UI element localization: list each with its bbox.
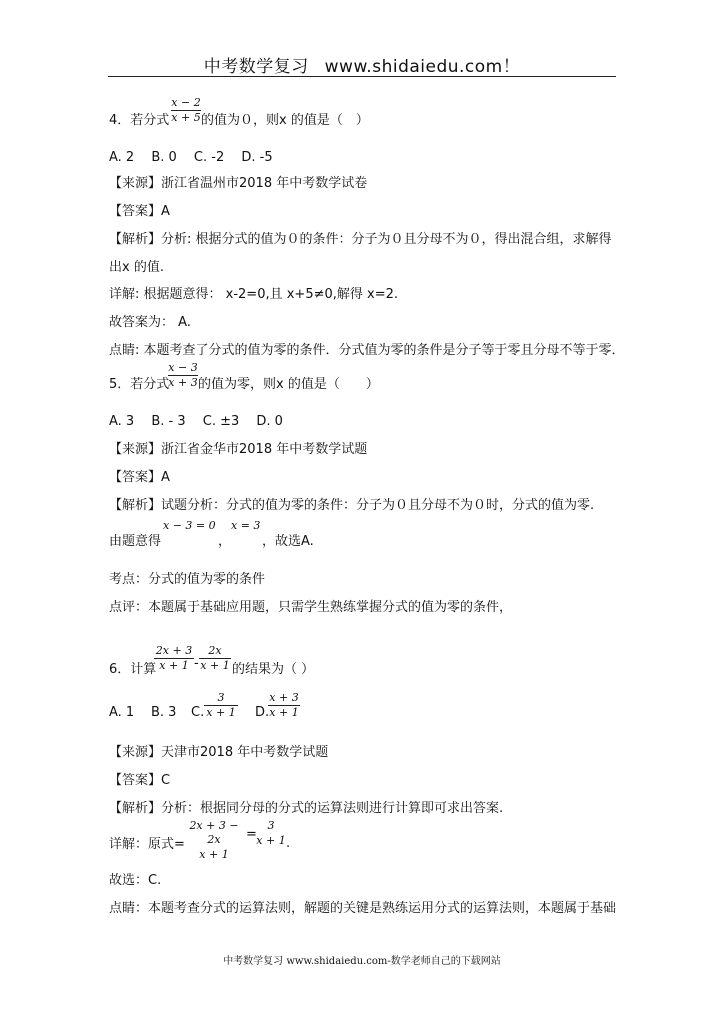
q6-option-d-fraction	[268, 692, 300, 719]
q6-d1-denominator: x + 1	[199, 848, 229, 861]
q6-opt-c-denominator: x + 1	[206, 706, 236, 719]
q4-final: 故答案为： A.	[109, 315, 191, 330]
q6-option-d: D.	[255, 705, 270, 720]
q6-final: 故选：C.	[109, 873, 162, 888]
q6-f1-numerator: 2x + 3	[155, 644, 193, 657]
q6-option-c-fraction	[204, 692, 238, 719]
q5-given-prefix: 由题意得	[109, 534, 162, 549]
q6-option-a: A. 1	[109, 705, 135, 720]
q6-prefix: 6．计算	[109, 662, 157, 677]
q6-d2-numerator: 3	[267, 819, 275, 832]
q4-detail: 详解: 根据题意得： x-2=0,且 x+5≠0,解得 x=2.	[109, 287, 399, 302]
q4-analysis-line1: 【解析】分析: 根据分式的值为０的条件：分子为０且分母不为０，得出混合组，求解得	[109, 232, 612, 247]
header-title: 中考数学复习	[203, 57, 309, 77]
q4-source: 【来源】浙江省温州市2018 年中考数学试卷	[109, 176, 368, 191]
q5-answer: 【答案】A	[109, 470, 170, 485]
q4-fraction	[171, 97, 201, 124]
q5-frac-numerator: x − 3	[168, 361, 198, 374]
q4-comment: 点睛: 本题考查了分式的值为零的条件．分式值为零的条件是分子等于零且分母不等于零．	[109, 343, 625, 358]
q6-d2-denominator: x + 1	[256, 834, 286, 847]
q4-frac-denominator: x + 5	[171, 111, 201, 124]
q6-detail-dot: .	[286, 836, 291, 851]
header-rule	[108, 76, 616, 77]
q6-fraction-2	[199, 645, 231, 672]
q6-analysis: 【解析】分析：根据同分母的分式的运算法则进行计算即可求出答案.	[109, 801, 504, 816]
q5-eq2: x = 3	[231, 519, 261, 532]
q6-opt-d-numerator: x + 3	[269, 691, 299, 704]
header-url: www.shidaiedu.com！	[324, 57, 521, 77]
q6-detail-equals: =	[246, 827, 257, 842]
q5-suffix: 的值为零，则x 的值是（ ）	[198, 377, 379, 392]
q4-suffix: 的值为０，则x 的值是（ ）	[201, 113, 369, 128]
q6-f2-numerator: 2x	[208, 644, 222, 657]
q4-answer: 【答案】A	[109, 204, 170, 219]
q5-frac-denominator: x + 3	[168, 376, 198, 389]
q6-minus: -	[194, 656, 199, 671]
q5-fraction	[168, 362, 198, 389]
q5-given-suffix: ，故选A.	[262, 534, 314, 549]
q5-source: 【来源】浙江省金华市2018 年中考数学试题	[109, 442, 368, 457]
q6-answer: 【答案】C	[109, 773, 171, 788]
q6-detail-prefix: 详解：原式=	[109, 837, 185, 852]
q5-prefix: 5．若分式	[109, 377, 170, 392]
q5-review: 点评：本题属于基础应用题，只需学生熟练掌握分式的值为零的条件，	[109, 600, 513, 615]
q4-analysis-line2: 出x 的值.	[109, 260, 164, 275]
q6-detail-fraction-1	[184, 819, 244, 862]
q6-opt-d-denominator: x + 1	[269, 706, 299, 719]
q4-options: A. 2 B. 0 C. -2 D. -5	[109, 150, 273, 165]
q6-suffix: 的结果为（ ）	[232, 662, 315, 677]
q4-frac-numerator: x − 2	[171, 96, 201, 109]
q5-sep: ，	[218, 534, 232, 549]
page-header	[0, 52, 724, 77]
q6-f1-denominator: x + 1	[159, 659, 189, 672]
q6-fraction-1	[154, 645, 194, 672]
q6-detail-fraction-2	[255, 819, 287, 848]
q5-analysis: 【解析】试题分析：分式的值为零的条件：分子为０且分母不为０时，分式的值为零.	[109, 498, 595, 513]
q6-d1-numerator: 2x + 3 − 2x	[189, 819, 239, 846]
q6-option-b: B. 3	[151, 705, 177, 720]
q6-comment: 点睛：本题考查分式的运算法则，解题的关键是熟练运用分式的运算法则，本题属于基础	[109, 901, 617, 916]
q6-f2-denominator: x + 1	[200, 659, 230, 672]
q5-options: A. 3 B. - 3 C. ±3 D. 0	[109, 414, 283, 429]
page-footer: 中考数学复习 www.shidaiedu.com-数学老师自己的下载网站	[223, 956, 501, 967]
q5-point: 考点：分式的值为零的条件	[109, 572, 266, 587]
q6-source: 【来源】天津市2018 年中考数学试题	[109, 745, 329, 760]
q5-eq1: x − 3 = 0	[163, 519, 216, 532]
q6-opt-c-numerator: 3	[217, 691, 225, 704]
q4-prefix: 4．若分式	[109, 113, 170, 128]
q6-option-c: C.	[191, 705, 205, 720]
